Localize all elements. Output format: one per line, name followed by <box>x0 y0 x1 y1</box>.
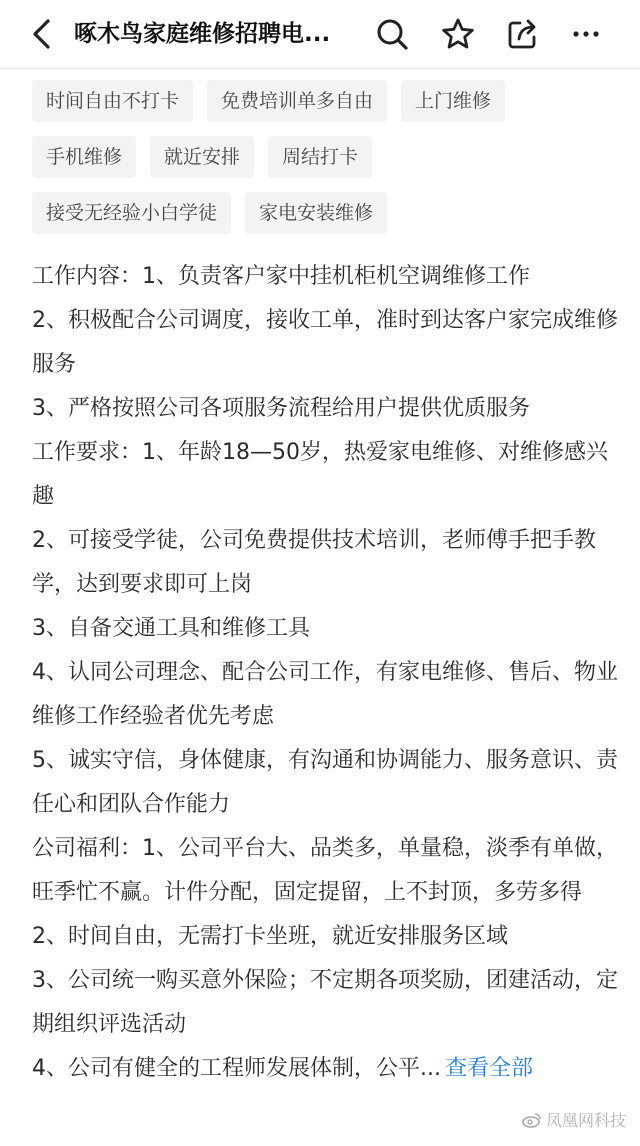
watermark-text: 凤凰网科技 <box>545 1111 626 1130</box>
star-icon <box>441 17 475 51</box>
back-button[interactable] <box>22 14 62 54</box>
tag-chip[interactable]: 上门维修 <box>401 80 505 122</box>
tag-row <box>32 80 622 122</box>
search-button[interactable] <box>372 14 412 54</box>
description-paragraph: 公司福利：1、公司平台大、品类多，单量稳，淡季有单做，旺季忙不赢。计件分配，固定提留，上不封顶，多劳多得 <box>32 836 618 905</box>
tag-chip[interactable]: 免费培训单多自由 <box>207 80 387 122</box>
truncated-text: 4、公司有健全的工程师发展体制，公平... <box>32 1056 441 1081</box>
favorite-button[interactable] <box>438 14 478 54</box>
page-title: 啄木鸟家庭维修招聘电... <box>74 21 331 47</box>
job-description <box>32 255 618 1091</box>
description-paragraph: 2、时间自由，无需打卡坐班，就近安排服务区域 <box>32 924 508 949</box>
tag-chip[interactable]: 就近安排 <box>150 136 254 178</box>
more-button[interactable] <box>566 14 606 54</box>
tag-chip[interactable]: 家电安装维修 <box>245 192 387 234</box>
tag-row <box>32 136 622 178</box>
description-paragraph: 工作要求：1、年龄18—50岁，热爱家电维修、对维修感兴趣 <box>32 440 608 509</box>
description-paragraph: 工作内容：1、负责客户家中挂机柜机空调维修工作 <box>32 264 530 289</box>
tag-chip[interactable]: 接受无经验小白学徒 <box>32 192 231 234</box>
tag-chip[interactable]: 周结打卡 <box>268 136 372 178</box>
truncated-paragraph <box>32 1047 618 1091</box>
description-paragraph: 3、严格按照公司各项服务流程给用户提供优质服务 <box>32 396 530 421</box>
description-paragraph: 5、诚实守信，身体健康，有沟通和协调能力、服务意识、责任心和团队合作能力 <box>32 748 618 817</box>
description-paragraph: 2、积极配合公司调度，接收工单，准时到达客户家完成维修服务 <box>32 308 618 377</box>
top-bar <box>0 0 640 69</box>
chevron-left-icon <box>28 18 56 50</box>
watermark <box>522 1108 626 1131</box>
description-paragraph: 3、自备交通工具和维修工具 <box>32 616 310 641</box>
share-button[interactable] <box>503 14 543 54</box>
tag-chip[interactable]: 时间自由不打卡 <box>32 80 193 122</box>
tag-row <box>32 192 622 234</box>
description-paragraph: 3、公司统一购买意外保险；不定期各项奖励，团建活动，定期组织评选活动 <box>32 968 618 1037</box>
tag-list <box>32 80 622 248</box>
description-paragraph: 2、可接受学徒，公司免费提供技术培训，老师傅手把手教学，达到要求即可上岗 <box>32 528 596 597</box>
view-all-link[interactable]: 查看全部 <box>444 1056 533 1081</box>
weibo-logo-icon <box>522 1112 542 1128</box>
search-icon <box>375 17 409 51</box>
more-horizontal-icon <box>569 17 603 51</box>
description-paragraph: 4、认同公司理念、配合公司工作，有家电维修、售后、物业维修工作经验者优先考虑 <box>32 660 618 729</box>
share-icon <box>506 17 540 51</box>
tag-chip[interactable]: 手机维修 <box>32 136 136 178</box>
